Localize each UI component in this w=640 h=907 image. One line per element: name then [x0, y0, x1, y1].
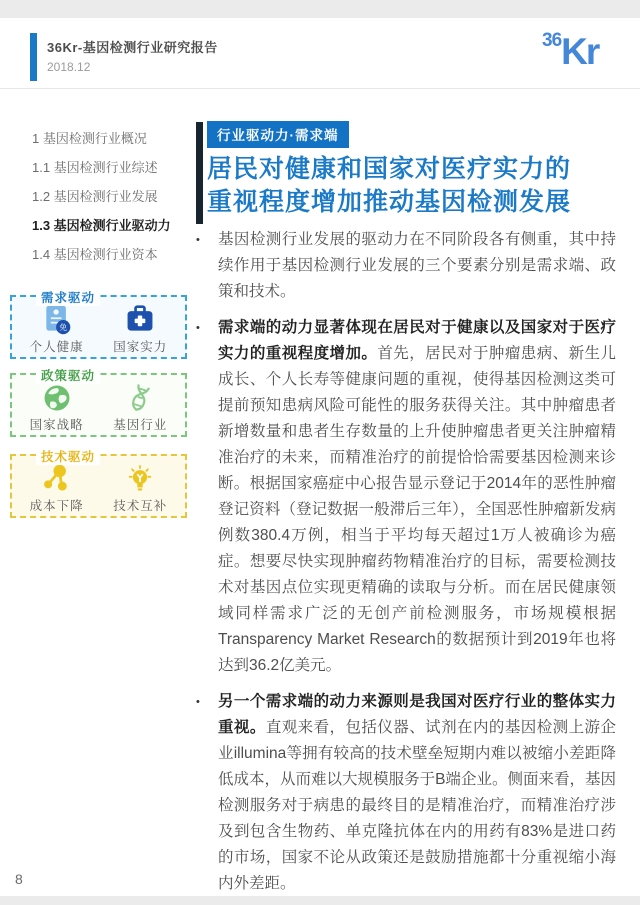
bullet-icon: • [196, 322, 200, 334]
paragraph-text [218, 227, 616, 305]
free-badge-glyph: 免 [58, 322, 67, 332]
driver-item-label: 国家实力 [113, 339, 168, 354]
paragraph-intro [196, 227, 616, 305]
paragraph-text [218, 689, 616, 897]
page-number: 8 [15, 871, 23, 887]
toc-item-1-2[interactable]: 1.2 基因检测行业发展 [32, 189, 158, 204]
bullet-icon: • [196, 234, 200, 246]
driver-item-label: 技术互补 [113, 498, 168, 513]
globe-icon [18, 382, 96, 414]
paragraph-body: 直观来看，包括仪器、试剂在内的基因检测上游企业illumina等拥有较高的技术壁垒短期内难以被缩小差距降低成本，从而难以大规模服务于B端企业。侧面来看，基因检测服务对于病患的最终目的是精准治疗，而精准治疗涉及到包含生物药、单克隆抗体在内的用药有83%是进口药的市场，国家不论从政策还是鼓励措施都十分重视缩小海内外差距。 [218, 719, 616, 892]
toc-item-1-4[interactable]: 1.4 基因检测行业资本 [32, 247, 158, 262]
driver-item-tech-complement [101, 463, 179, 514]
paragraph-demand-health [196, 315, 616, 679]
section-title-block [196, 121, 616, 219]
header-accent-bar [30, 33, 37, 81]
dna-icon [101, 382, 179, 414]
logo-36kr [542, 30, 598, 73]
driver-box-demand [10, 291, 187, 359]
driver-item-personal-health [18, 304, 96, 355]
driver-item-national-strength [101, 304, 179, 355]
paragraph-bold-lead: 另一个需求端的动力来源则是我国对医疗行业的整体实力重视。 [218, 693, 616, 736]
medical-kit-icon [101, 304, 179, 336]
driver-box-tech-label: 技术驱动 [36, 447, 100, 465]
toc [32, 124, 192, 269]
logo-kr-part: Kr [561, 31, 599, 72]
paragraph-body: 首先，居民对于肿瘤患病、新生儿成长、个人长寿等健康问题的重视，使得基因检测这类可提前预知患病风险可能性的服务获得关注。其中肿瘤患者新增数量和患者生存数量的上升使肿瘤患者更关注肿瘤精准治疗的未来，而精准治疗的前提恰恰需要基因检测来诊断。根据国家癌症中心报告显示登记于2014年的恶性肿瘤登记资料（登记数据一般滞后三年），全国恶性肿瘤新发病例数380.4万例，相当于平均每天超过1万人被确诊为癌症。想要尽快实现肿瘤药物精准治疗的目标，需要检测技术对基因点位实现更精确的读取与分析。而在居民健康领域同样需求广泛的无创产前检测服务，市场规模根据Transparency Market Research的数据预计到2019年也将达到36.2亿美元。 [218, 345, 616, 674]
header-divider [0, 88, 640, 89]
paragraph-demand-medical [196, 689, 616, 897]
section-title [207, 153, 616, 219]
paragraph-body: 基因检测行业发展的驱动力在不同阶段各有侧重，其中持续作用于基因检测行业发展的三个要素分别是需求端、政策和技术。 [218, 231, 616, 300]
driver-item-gene-industry [101, 382, 179, 433]
paragraph-text [218, 315, 616, 679]
section-badge: 行业驱动力·需求端 [207, 121, 349, 148]
driver-item-national-strategy [18, 382, 96, 433]
paragraph-bold-lead: 需求端的动力显著体现在居民对于健康以及国家对于医疗实力的重视程度增加。 [218, 319, 616, 362]
title-accent-bar [196, 122, 203, 224]
health-record-icon [18, 304, 96, 336]
body-paragraphs [196, 227, 616, 897]
driver-box-tech [10, 450, 187, 518]
report-title: 36Kr-基因检测行业研究报告 [47, 40, 218, 55]
toc-item-1-1[interactable]: 1.1 基因检测行业综述 [32, 160, 158, 175]
driver-item-label: 基因行业 [113, 417, 168, 432]
driver-box-demand-label: 需求驱动 [36, 288, 100, 306]
driver-item-label: 个人健康 [29, 339, 84, 354]
driver-item-label: 国家战略 [29, 417, 84, 432]
report-date: 2018.12 [47, 60, 91, 74]
driver-item-label: 成本下降 [29, 498, 84, 513]
driver-item-cost-decline [18, 463, 96, 514]
molecule-icon [18, 463, 96, 495]
bullet-icon: • [196, 696, 200, 708]
driver-box-policy [10, 369, 187, 437]
page-top-edge [0, 0, 640, 18]
toc-item-1[interactable]: 1 基因检测行业概况 [32, 131, 147, 146]
lightbulb-icon [101, 463, 179, 495]
section-title-line1: 居民对健康和国家对医疗实力的 [207, 155, 572, 183]
driver-box-policy-label: 政策驱动 [36, 366, 100, 384]
section-title-line2: 重视程度增加推动基因检测发展 [207, 188, 572, 216]
toc-item-1-3-active[interactable]: 1.3 基因检测行业驱动力 [32, 218, 171, 233]
logo-36-part: 36 [542, 30, 562, 51]
main-content [196, 121, 616, 907]
